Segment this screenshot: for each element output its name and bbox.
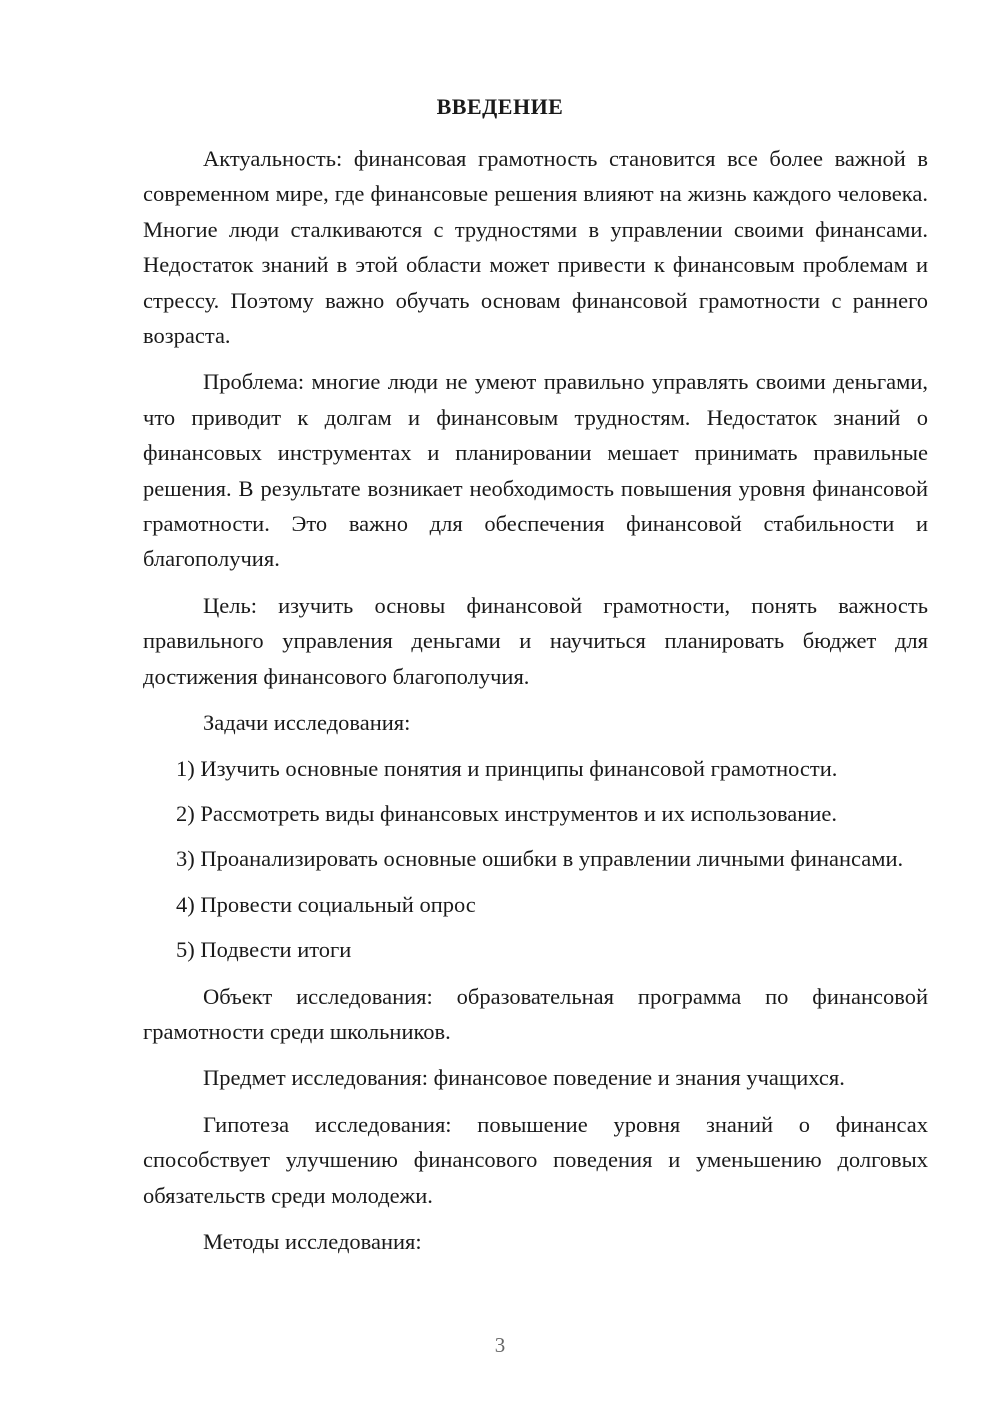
paragraph-hypothesis: Гипотеза исследования: повышение уровня знаний о финансах способствует улучшению финансового поведения и уменьшению долговых обязательств среди молодежи.: [143, 1111, 928, 1208]
paragraph-methods: Методы исследования:: [203, 1228, 422, 1254]
document-body: [143, 141, 928, 1259]
task-item-5: 5) Подвести итоги: [176, 937, 352, 963]
paragraph-subject: Предмет исследования: финансовое поведение и знания учащихся.: [203, 1065, 845, 1091]
task-item-1: 1) Изучить основные понятия и принципы финансовой грамотности.: [176, 755, 838, 781]
task-item-3: 3) Проанализировать основные ошибки в управлении личными финансами.: [176, 846, 904, 872]
paragraph-goal: Цель: изучить основы финансовой грамотности, понять важность правильного управления деньгами и научиться планировать бюджет для достижения финансового благополучия.: [143, 592, 928, 689]
paragraph-tasks-heading: Задачи исследования:: [203, 710, 411, 736]
page-number: 3: [494, 1333, 506, 1357]
paragraph-problem: Проблема: многие люди не умеют правильно управлять своими деньгами, что приводит к долгам и финансовым трудностям. Недостаток знаний о финансовых инструментах и планировании мешает принимать правильные решения. В результате возникает необходимость повышения уровня финансовой грамотности. Это важно для обеспечения финансовой стабильности и благополучия.: [143, 369, 928, 572]
section-title: ВВЕДЕНИЕ: [436, 94, 564, 119]
task-item-4: 4) Провести социальный опрос: [176, 891, 476, 917]
paragraph-object: Объект исследования: образовательная программа по финансовой грамотности среди школьников.: [143, 983, 928, 1044]
paragraph-relevance: Актуальность: финансовая грамотность становится все более важной в современном мире, где финансовые решения влияют на жизнь каждого человека. Многие люди сталкиваются с трудностями в управлении своими финансами. Недостаток знаний в этой области может привести к финансовым проблемам и стрессу. Поэтому важно обучать основам финансовой грамотности с раннего возраста.: [143, 146, 928, 349]
task-item-2: 2) Рассмотреть виды финансовых инструментов и их использование.: [176, 800, 837, 826]
